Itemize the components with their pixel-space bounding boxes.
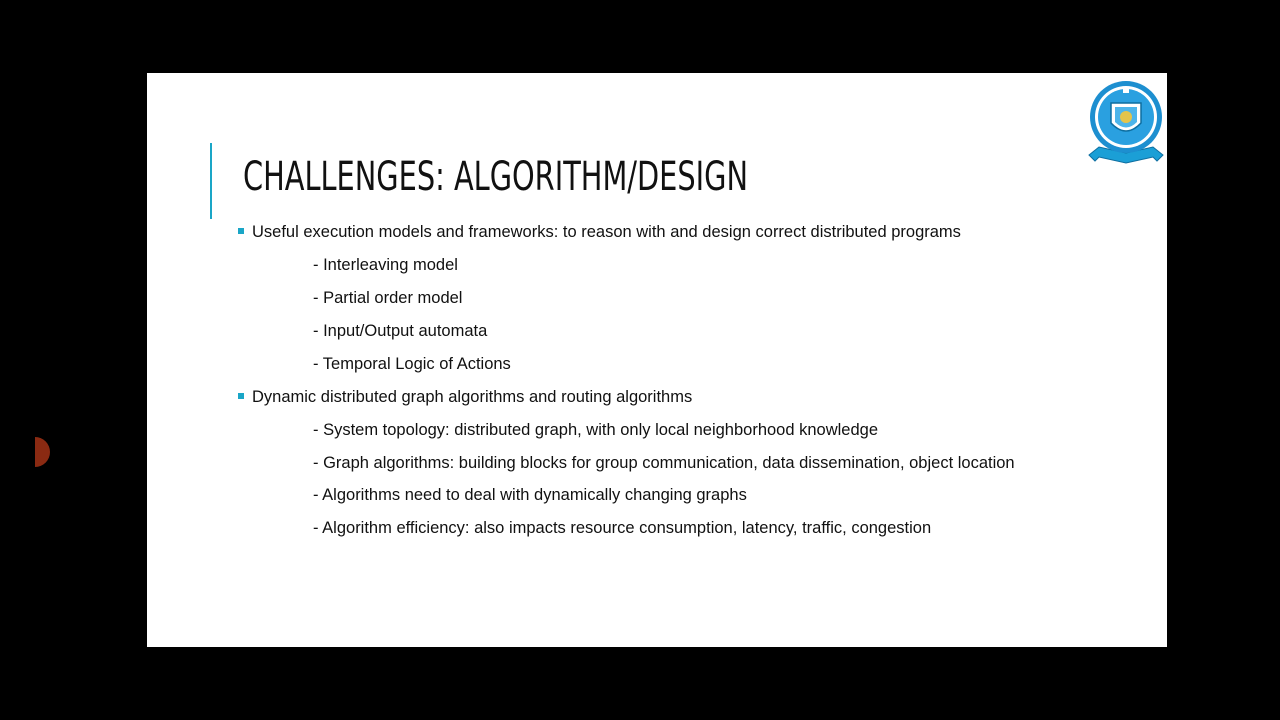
bullet-execution-models xyxy=(237,223,1043,241)
sub-item: - Algorithm efficiency: also impacts resource consumption, latency, traffic, congestion xyxy=(313,519,932,537)
sub-item: - Partial order model xyxy=(313,289,463,307)
sub-item: - Algorithms need to deal with dynamically changing graphs xyxy=(313,486,747,504)
sub-item: - Input/Output automata xyxy=(313,322,488,340)
sub-item: - System topology: distributed graph, with only local neighborhood knowledge xyxy=(313,421,879,439)
bullet-marker xyxy=(238,228,244,234)
side-marker-icon xyxy=(27,437,51,467)
college-crest-icon xyxy=(1085,77,1167,173)
sub-item: - Interleaving model xyxy=(313,256,458,274)
slide-title: CHALLENGES: ALGORITHM/DESIGN xyxy=(243,154,749,200)
bullet-text: Dynamic distributed graph algorithms and routing algorithms xyxy=(252,388,693,406)
sub-item: - Temporal Logic of Actions xyxy=(313,355,511,373)
bullet-graph-algorithms xyxy=(237,388,1043,406)
slide xyxy=(147,73,1167,647)
sub-item: - Graph algorithms: building blocks for group communication, data dissemination, object location xyxy=(313,454,1015,472)
bullet-marker xyxy=(238,393,244,399)
title-accent-bar xyxy=(210,143,212,219)
bullet-text: Useful execution models and frameworks: to reason with and design correct distributed programs xyxy=(252,223,961,241)
slide-content xyxy=(237,223,1043,537)
